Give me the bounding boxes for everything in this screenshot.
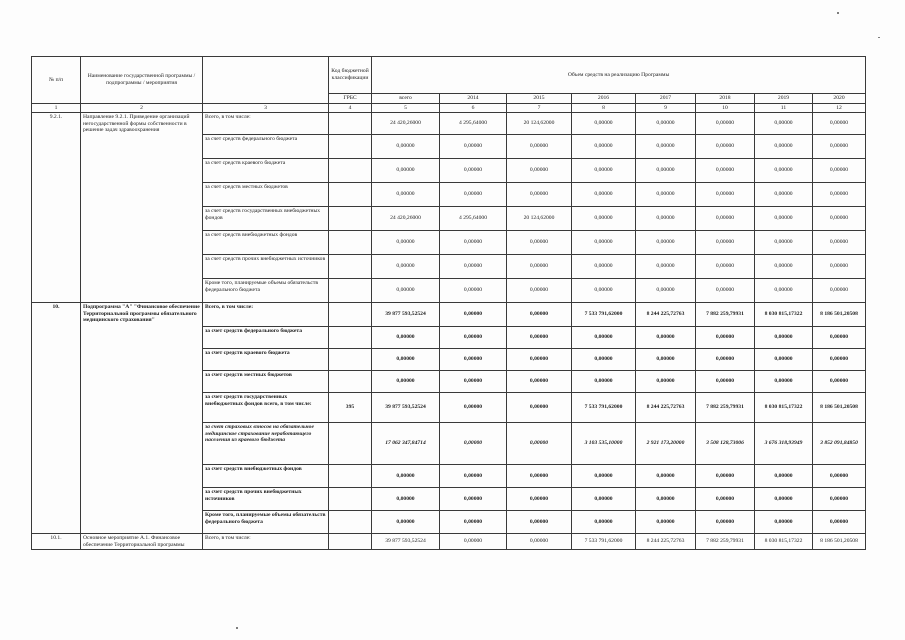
amount-cell: 0,00000 [755,349,813,371]
amount-cell: 0,00000 [507,279,572,303]
amount-cell: 0,00000 [696,371,755,393]
amount-cell: 24 420,26000 [372,113,440,135]
amount-cell: 0,00000 [507,534,572,550]
amount-cell: 0,00000 [636,135,696,159]
table-row [32,534,866,550]
grbs-code [329,279,372,303]
amount-cell: 3 676 318,93949 [755,423,813,465]
amount-cell: 0,00000 [440,423,507,465]
amount-cell: 0,00000 [636,231,696,255]
amount-cell: 0,00000 [572,255,636,279]
header-year-total: всего [372,94,440,104]
amount-cell: 0,00000 [813,135,866,159]
header-year-2016: 2016 [572,94,636,104]
amount-cell: 0,00000 [755,488,813,511]
amount-cell: 0,00000 [507,231,572,255]
amount-cell: 0,00000 [372,349,440,371]
amount-cell: 0,00000 [372,255,440,279]
grbs-code [329,159,372,183]
amount-cell: 0,00000 [572,465,636,488]
amount-cell: 0,00000 [696,488,755,511]
amount-cell: 7 882 259,79931 [696,534,755,550]
amount-cell: 7 882 259,79931 [696,393,755,423]
amount-cell: 0,00000 [440,303,507,327]
scan-speck [878,37,880,38]
amount-cell: 0,00000 [572,231,636,255]
amount-cell: 0,00000 [572,159,636,183]
amount-cell: 0,00000 [755,183,813,207]
amount-cell: 0,00000 [440,393,507,423]
amount-cell: 0,00000 [572,183,636,207]
amount-cell: 0,00000 [572,371,636,393]
amount-cell: 0,00000 [696,327,755,349]
amount-cell: 8 186 501,20508 [813,303,866,327]
amount-cell: 20 124,62000 [507,113,572,135]
column-index-cell: 6 [440,103,507,113]
amount-cell: 0,00000 [572,488,636,511]
amount-cell: 0,00000 [507,488,572,511]
amount-cell: 0,00000 [755,255,813,279]
column-index-cell: 8 [572,103,636,113]
amount-cell: 8 186 501,20508 [813,534,866,550]
amount-cell: 20 124,62000 [507,207,572,231]
amount-cell: 0,00000 [507,423,572,465]
amount-cell: 0,00000 [696,349,755,371]
column-index-cell: 9 [636,103,696,113]
grbs-code [329,534,372,550]
amount-cell: 0,00000 [572,327,636,349]
amount-cell: 0,00000 [636,183,696,207]
column-index-cell: 10 [696,103,755,113]
amount-cell: 0,00000 [755,371,813,393]
amount-cell: 0,00000 [507,511,572,534]
item-number: 10.1. [32,534,81,550]
grbs-code [329,423,372,465]
amount-cell: 0,00000 [696,279,755,303]
funding-source-label: за счет средств федерального бюджета [203,135,329,159]
funding-source-label: за счет средств государственных внебюджетных фондов [203,207,329,231]
amount-cell: 0,00000 [636,371,696,393]
amount-cell: 0,00000 [755,279,813,303]
amount-cell: 0,00000 [813,231,866,255]
column-index-cell: 7 [507,103,572,113]
amount-cell: 0,00000 [813,207,866,231]
amount-cell: 0,00000 [696,159,755,183]
amount-cell: 8 030 815,17322 [755,393,813,423]
amount-cell: 0,00000 [572,135,636,159]
amount-cell: 0,00000 [813,159,866,183]
amount-cell: 0,00000 [372,327,440,349]
amount-cell: 0,00000 [813,279,866,303]
amount-cell: 0,00000 [507,371,572,393]
funding-source-label: за счет средств краевого бюджета [203,159,329,183]
amount-cell: 0,00000 [440,255,507,279]
funding-source-label: за счет средств краевого бюджета [203,349,329,371]
amount-cell: 0,00000 [636,255,696,279]
amount-cell: 0,00000 [636,279,696,303]
funding-source-label: за счет страховых взносов на обязательное медицинское страхование неработающего населения из краевого бюджета [203,423,329,465]
grbs-code [329,465,372,488]
funding-source-label: за счет средств местных бюджетов [203,183,329,207]
budget-table [31,56,866,550]
funding-source-label: за счет средств местных бюджетов [203,371,329,393]
item-name: Основное мероприятие А.1. Финансовое обеспечение Территориальной программы [81,534,203,550]
amount-cell: 8 030 815,17322 [755,303,813,327]
column-index-cell: 4 [329,103,372,113]
header-year-2017: 2017 [636,94,696,104]
header-code: Код бюджетной классификации [329,57,372,94]
amount-cell: 4 295,64000 [440,207,507,231]
amount-cell: 0,00000 [636,159,696,183]
amount-cell: 0,00000 [813,255,866,279]
amount-cell: 0,00000 [507,349,572,371]
header-num: № п/п [32,57,81,104]
amount-cell: 0,00000 [440,183,507,207]
amount-cell: 0,00000 [507,255,572,279]
amount-cell: 0,00000 [372,279,440,303]
amount-cell: 0,00000 [507,135,572,159]
amount-cell: 0,00000 [440,371,507,393]
funding-source-label: за счет средств прочих внебюджетных источников [203,488,329,511]
column-index-cell: 5 [372,103,440,113]
amount-cell: 0,00000 [636,113,696,135]
column-index-cell: 12 [813,103,866,113]
amount-cell: 2 921 173,20000 [636,423,696,465]
grbs-code [329,207,372,231]
amount-cell: 0,00000 [440,327,507,349]
amount-cell: 0,00000 [636,488,696,511]
amount-cell: 0,00000 [755,159,813,183]
amount-cell: 0,00000 [696,231,755,255]
amount-cell: 0,00000 [636,511,696,534]
amount-cell: 8 244 225,72763 [636,534,696,550]
amount-cell: 0,00000 [696,255,755,279]
amount-cell: 0,00000 [372,159,440,183]
column-index-cell: 11 [755,103,813,113]
header-year-2018: 2018 [696,94,755,104]
header-row [32,57,866,94]
amount-cell: 0,00000 [813,349,866,371]
item-name: Направление 9.2.1. Приведение организаций негосударственной формы собственности в решение задач здравоохранения [81,113,203,303]
amount-cell: 0,00000 [813,465,866,488]
amount-cell: 8 186 501,20508 [813,393,866,423]
header-year-2019: 2019 [755,94,813,104]
amount-cell: 0,00000 [813,183,866,207]
amount-cell: 0,00000 [755,511,813,534]
amount-cell: 0,00000 [696,113,755,135]
column-index-cell: 3 [203,103,329,113]
grbs-code [329,231,372,255]
column-index-cell: 2 [81,103,203,113]
amount-cell: 0,00000 [507,303,572,327]
amount-cell: 0,00000 [440,349,507,371]
amount-cell: 3 103 535,10000 [572,423,636,465]
amount-cell: 39 877 593,52524 [372,534,440,550]
amount-cell: 0,00000 [755,135,813,159]
amount-cell: 17 062 347,84714 [372,423,440,465]
column-index-cell: 1 [32,103,81,113]
amount-cell: 0,00000 [755,231,813,255]
grbs-code [329,349,372,371]
header-volume: Объем средств на реализацию Программы [372,57,866,94]
amount-cell: 0,00000 [696,465,755,488]
amount-cell: 0,00000 [813,511,866,534]
table-body [32,57,866,550]
amount-cell: 0,00000 [755,207,813,231]
header-grbs: ГРБС [329,94,372,104]
amount-cell: 7 533 791,62000 [572,393,636,423]
funding-source-label: Всего, в том числе: [203,534,329,550]
amount-cell: 0,00000 [507,465,572,488]
header-name: Наименование государственной программы / подпрограммы / мероприятия [81,57,203,104]
header-year-2015: 2015 [507,94,572,104]
amount-cell: 8 030 815,17322 [755,534,813,550]
amount-cell: 0,00000 [440,135,507,159]
header-year-2014: 2014 [440,94,507,104]
funding-source-label: за счет средств внебюджетных фондов [203,231,329,255]
amount-cell: 0,00000 [636,207,696,231]
amount-cell: 0,00000 [696,183,755,207]
amount-cell: 7 533 791,62000 [572,303,636,327]
item-number: 9.2.1. [32,113,81,303]
grbs-code [329,371,372,393]
amount-cell: 0,00000 [696,207,755,231]
amount-cell: 0,00000 [440,231,507,255]
scan-speck [236,627,238,629]
amount-cell: 0,00000 [372,135,440,159]
amount-cell: 0,00000 [696,511,755,534]
amount-cell: 8 244 225,72763 [636,393,696,423]
amount-cell: 0,00000 [507,159,572,183]
table-row [32,303,866,327]
column-index-row [32,103,866,113]
amount-cell: 0,00000 [507,327,572,349]
amount-cell: 0,00000 [507,393,572,423]
amount-cell: 0,00000 [372,465,440,488]
amount-cell: 0,00000 [696,135,755,159]
amount-cell: 24 420,26000 [372,207,440,231]
item-number: 10. [32,303,81,534]
funding-source-label: Кроме того, планируемые объемы обязательств федерального бюджета [203,511,329,534]
amount-cell: 0,00000 [372,371,440,393]
amount-cell: 0,00000 [572,207,636,231]
amount-cell: 0,00000 [572,113,636,135]
grbs-code [329,303,372,327]
amount-cell: 0,00000 [440,488,507,511]
amount-cell: 0,00000 [440,279,507,303]
header-year-2020: 2020 [813,94,866,104]
amount-cell: 0,00000 [755,113,813,135]
grbs-code [329,113,372,135]
amount-cell: 0,00000 [507,183,572,207]
amount-cell: 0,00000 [372,231,440,255]
funding-source-label: за счет средств федерального бюджета [203,327,329,349]
table-row [32,113,866,135]
amount-cell: 0,00000 [813,371,866,393]
amount-cell: 0,00000 [440,534,507,550]
amount-cell: 0,00000 [572,349,636,371]
amount-cell: 0,00000 [813,113,866,135]
amount-cell: 39 877 593,52524 [372,393,440,423]
amount-cell: 0,00000 [440,511,507,534]
grbs-code [329,135,372,159]
amount-cell: 0,00000 [813,488,866,511]
item-name: Подпрограмма "А" "Финансовое обеспечение Территориальной программы обязательного медицинского страхования" [81,303,203,534]
funding-source-label: за счет средств государственных внебюджетных фондов всего, в том числе: [203,393,329,423]
funding-source-label: Всего, в том числе: [203,113,329,135]
grbs-code [329,488,372,511]
grbs-code [329,327,372,349]
grbs-code [329,511,372,534]
grbs-code [329,183,372,207]
funding-source-label: за счет средств внебюджетных фондов [203,465,329,488]
amount-cell: 0,00000 [572,511,636,534]
amount-cell: 0,00000 [440,465,507,488]
amount-cell: 8 244 225,72763 [636,303,696,327]
amount-cell: 4 295,64000 [440,113,507,135]
amount-cell: 0,00000 [372,183,440,207]
amount-cell: 7 533 791,62000 [572,534,636,550]
amount-cell: 0,00000 [755,465,813,488]
grbs-code [329,255,372,279]
funding-source-label: Кроме того, планируемые объемы обязательств федерального бюджета [203,279,329,303]
amount-cell: 0,00000 [440,159,507,183]
amount-cell: 7 882 259,79931 [696,303,755,327]
grbs-code: 395 [329,393,372,423]
amount-cell: 0,00000 [813,327,866,349]
amount-cell: 0,00000 [372,511,440,534]
amount-cell: 0,00000 [572,279,636,303]
amount-cell: 3 852 091,84850 [813,423,866,465]
amount-cell: 0,00000 [372,488,440,511]
funding-source-label: Всего, в том числе: [203,303,329,327]
funding-source-label: за счет средств прочих внебюджетных источников [203,255,329,279]
amount-cell: 0,00000 [636,349,696,371]
scan-speck [837,12,839,14]
amount-cell: 39 877 593,52524 [372,303,440,327]
amount-cell: 0,00000 [636,327,696,349]
amount-cell: 3 508 128,73006 [696,423,755,465]
amount-cell: 0,00000 [755,327,813,349]
header-empty [203,57,329,104]
amount-cell: 0,00000 [636,465,696,488]
